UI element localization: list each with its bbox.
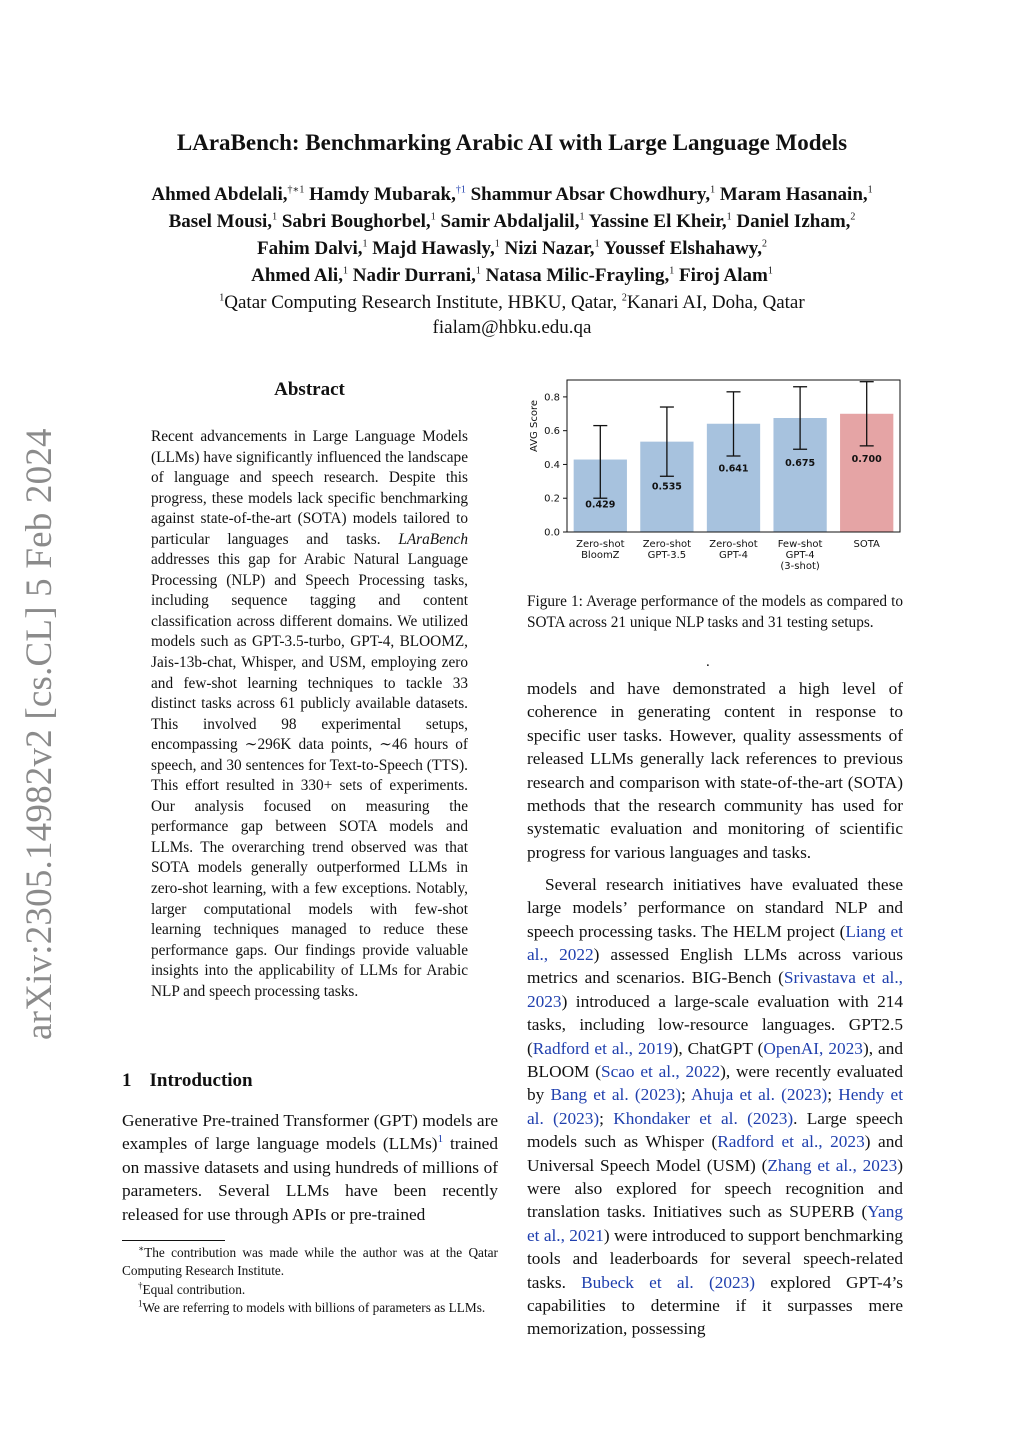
author-affiliation-mark: 1 [475, 265, 481, 277]
text-part: ) and Universal Speech Model (USM) ( [527, 1132, 903, 1175]
affiliation-qcri: Qatar Computing Research Institute, HBKU, Qatar, [224, 292, 618, 313]
author-affiliation-mark: 1 [342, 265, 348, 277]
paper-title: LAraBench: Benchmarking Arabic AI with Large Language Models [176, 130, 848, 155]
intro-right-column [527, 677, 903, 1341]
author-name: Youssef Elshahawy, [603, 238, 762, 259]
author-affiliation-mark: 2 [762, 238, 767, 250]
citation-link[interactable]: Hendy et al. (2023) [527, 1085, 903, 1128]
affiliation-mark: 1 [219, 292, 225, 304]
y-axis-label: AVG Score [529, 400, 540, 452]
abstract-text-part: addresses this gap for Arabic Natural Language Processing (NLP) and Speech Processing tasks, including sequence tagging and content classification across different domains. We utilized models such as GPT-3.5-turbo, GPT-4, BLOOMZ, Jais-13b-chat, Whisper, and USM, employing zero and few-shot learning techniques to tackle 33 distinct tasks across 61 publicly available datasets. This involved 98 experimental setups, encompassing ∼296K data points, ∼46 hours of speech, and 30 sentences for Text-to-Speech (TTS). This effort resulted in 330+ sets of experiments. Our analysis focused on measuring the performance gap between SOTA models and LLMs. The overarching trend observed was that SOTA models generally outperformed LLMs in zero-shot learning, with a few exceptions. Notably, larger computational models with few-shot learning techniques managed to reduce these performance gaps. Our findings provide valuable insights into the applicability of LLMs for Arabic NLP and speech processing tasks. [151, 551, 468, 1000]
author-name: Nizi Nazar, [504, 238, 595, 259]
citation-link[interactable]: Srivastava et al., 2023 [527, 968, 903, 1011]
footnote-mark: † [138, 1280, 143, 1291]
text-part: ), were recently evaluated by [527, 1062, 904, 1105]
figure-1-bar-chart [520, 372, 910, 584]
x-tick-label: GPT-4 [785, 550, 815, 561]
contact-email[interactable]: fialam@hbku.edu.qa [432, 317, 592, 338]
author-affiliation-mark[interactable]: †1 [455, 184, 466, 196]
author-name: Majd Hawasly, [372, 238, 495, 259]
author-name: Natasa Milic-Frayling, [485, 265, 670, 286]
author-name: Ahmed Ali, [251, 265, 343, 286]
x-tick-label: SOTA [853, 539, 880, 550]
author-line-2 [0, 211, 1024, 233]
text-part: . Large speech models such as Whisper ( [527, 1108, 903, 1152]
data-label: 0.641 [718, 463, 749, 475]
y-tick-label: 0.0 [544, 527, 560, 539]
section-heading-introduction [122, 1070, 253, 1092]
footnote-divider [122, 1240, 225, 1241]
data-label: 0.675 [785, 458, 816, 469]
text-part: explored GPT-4’s capabilities to determine if it surpasses mere memorization, possessing [527, 1272, 903, 1339]
footnote [122, 1281, 498, 1299]
affiliations-line [0, 292, 1024, 314]
author-affiliation-mark: 1 [594, 238, 600, 250]
affiliation-kanari: Kanari AI, Doha, Qatar [626, 292, 805, 313]
abstract-text-part: Recent advancements in Large Language Models (LLMs) have significantly influenced the landscape of language and speech research. Despite this progress, these models lack specific benchmarking against state-of-the-art (SOTA) models tailored to particular languages and tasks. [151, 428, 468, 548]
data-label: 0.700 [851, 453, 882, 465]
footnotes [122, 1244, 498, 1317]
affiliation-mark: 2 [621, 292, 627, 304]
footnote [122, 1244, 498, 1281]
author-affiliation-mark: 1 [430, 211, 436, 223]
author-affiliation-mark: 1 [726, 211, 732, 223]
x-tick-label: Few-shot [777, 539, 823, 550]
x-tick-label: GPT-3.5 [647, 550, 687, 561]
text-part: ) were also explored for speech recognition and translation tasks. Initiatives such as SUPERB ( [527, 1155, 903, 1222]
text-part: ; [680, 1085, 692, 1105]
data-label: 0.429 [585, 499, 616, 511]
author-affiliation-mark: 1 [272, 211, 278, 223]
author-line-1 [0, 184, 1024, 206]
citation-link[interactable]: Bubeck et al. (2023) [581, 1272, 756, 1292]
author-name: Yassine El Kheir, [588, 211, 727, 232]
author-affiliation-mark: 1 [579, 211, 585, 223]
data-label: 0.535 [651, 481, 682, 493]
text-part: ; [827, 1085, 839, 1105]
citation-link[interactable]: Ahuja et al. (2023) [691, 1085, 828, 1105]
footnote-link[interactable]: 1 [437, 1133, 444, 1146]
citation-link[interactable]: OpenAI, 2023 [763, 1038, 863, 1058]
footnote-text: The contribution was made while the author was at the Qatar Computing Research Institute. [122, 1245, 498, 1279]
author-name: Nadir Durrani, [352, 265, 476, 286]
text-part: ) were introduced to support benchmarking tools and leaderboards for several speech-related tasks. [527, 1225, 903, 1292]
citation-link[interactable]: Yang et al., 2021 [527, 1202, 903, 1245]
footnote [122, 1299, 498, 1317]
citation-link[interactable]: Khondaker et al. (2023) [613, 1108, 794, 1128]
intro-paragraph [122, 1109, 498, 1226]
citation-link[interactable]: Radford et al., 2019 [532, 1038, 673, 1058]
author-name: Fahim Dalvi, [256, 238, 363, 259]
x-tick-label: BloomZ [581, 550, 620, 561]
author-name: Shammur Absar Chowdhury, [470, 184, 711, 205]
citation-link[interactable]: Radford et al., 2023 [717, 1132, 865, 1152]
abstract-heading: Abstract [274, 379, 345, 400]
section-number: 1 [122, 1070, 132, 1091]
footnote-mark: ∗ [138, 1243, 145, 1254]
y-tick-label: 0.2 [544, 493, 560, 505]
author-line-3 [0, 238, 1024, 260]
text-part: ), ChatGPT ( [672, 1038, 764, 1058]
y-tick-label: 0.4 [544, 459, 560, 471]
author-affiliation-mark: 1 [494, 238, 500, 250]
author-name: Maram Hasanain, [719, 184, 868, 205]
citation-link[interactable]: Bang et al. (2023) [550, 1085, 681, 1105]
x-tick-label: Zero-shot [642, 539, 692, 550]
footnote-text: Equal contribution. [142, 1281, 246, 1297]
citation-link[interactable]: Zhang et al., 2023 [767, 1155, 898, 1175]
author-name: Daniel Izham, [736, 211, 851, 232]
text-part: ) introduced a large-scale evaluation with 214 tasks, including low-resource languages. GPT2.5 ( [527, 991, 903, 1058]
text-part: ) assessed English LLMs across various metrics and scenarios. BIG-Bench ( [527, 944, 903, 988]
intro-text-part: Generative Pre-trained Transformer (GPT) models are examples of large language models (LLMs) [122, 1111, 498, 1154]
author-affiliation-mark: 1 [867, 184, 873, 196]
author-name: Sabri Boughorbel, [281, 211, 431, 232]
benchmark-name: LAraBench [398, 530, 468, 548]
intro-text-part: trained on massive datasets and using hundreds of millions of parameters. Several LLMs have been recently released for use through APIs or pre-trained [122, 1134, 498, 1224]
footnote-mark: 1 [138, 1298, 143, 1309]
author-name: Hamdy Mubarak, [309, 184, 456, 205]
author-name: Samir Abdaljalil, [440, 211, 580, 232]
author-affiliation-mark: 1 [362, 238, 368, 250]
author-name: Ahmed Abdelali, [151, 184, 288, 205]
y-tick-label: 0.8 [544, 392, 560, 404]
author-affiliation-mark: 1 [669, 265, 675, 277]
related-work-paragraph [527, 873, 903, 1341]
intro-paragraph: models and have demonstrated a high level of coherence in generating content in response to specific user tasks. However, quality assessments of released LLMs generally lack references to previous research and comparison with state-of-the-art (SOTA) methods that the research community has used for systematic evaluation and monitoring of scientific progress for various languages and tasks. [527, 679, 903, 862]
footnote-text: We are referring to models with billions of parameters as LLMs. [142, 1299, 486, 1315]
x-tick-label: (3-shot) [780, 561, 820, 572]
citation-link[interactable]: Liang et al., 2022 [527, 921, 903, 964]
text-part: ; [599, 1108, 614, 1128]
author-affiliation-mark: †∗1 [287, 184, 305, 196]
author-affiliation-mark: 2 [850, 211, 856, 223]
citation-link[interactable]: Scao et al., 2022 [600, 1062, 721, 1081]
author-name: Basel Mousi, [168, 211, 273, 232]
x-tick-label: Zero-shot [576, 539, 625, 550]
x-tick-label: GPT-4 [719, 550, 748, 561]
author-name: Firoj Alam [679, 265, 768, 286]
text-part: Several research initiatives have evaluated these large models’ performance on standard NLP and speech processing tasks. The HELM project ( [527, 874, 903, 941]
author-affiliation-mark: 1 [710, 184, 716, 196]
stray-period: . [706, 654, 710, 670]
section-title: Introduction [149, 1070, 253, 1091]
arxiv-identifier-stamp: arXiv:2305.14982v2 [cs.CL] 5 Feb 2024 [19, 428, 60, 1040]
author-line-4 [0, 265, 1024, 287]
text-part: ), and BLOOM ( [527, 1038, 903, 1081]
abstract-text [151, 427, 468, 1002]
figure-caption: Figure 1: Average performance of the models as compared to SOTA across 21 unique NLP tasks and 31 testing setups. [527, 593, 903, 631]
author-affiliation-mark: 1 [767, 265, 773, 277]
y-tick-label: 0.6 [544, 426, 560, 438]
x-tick-label: Zero-shot [709, 539, 758, 550]
